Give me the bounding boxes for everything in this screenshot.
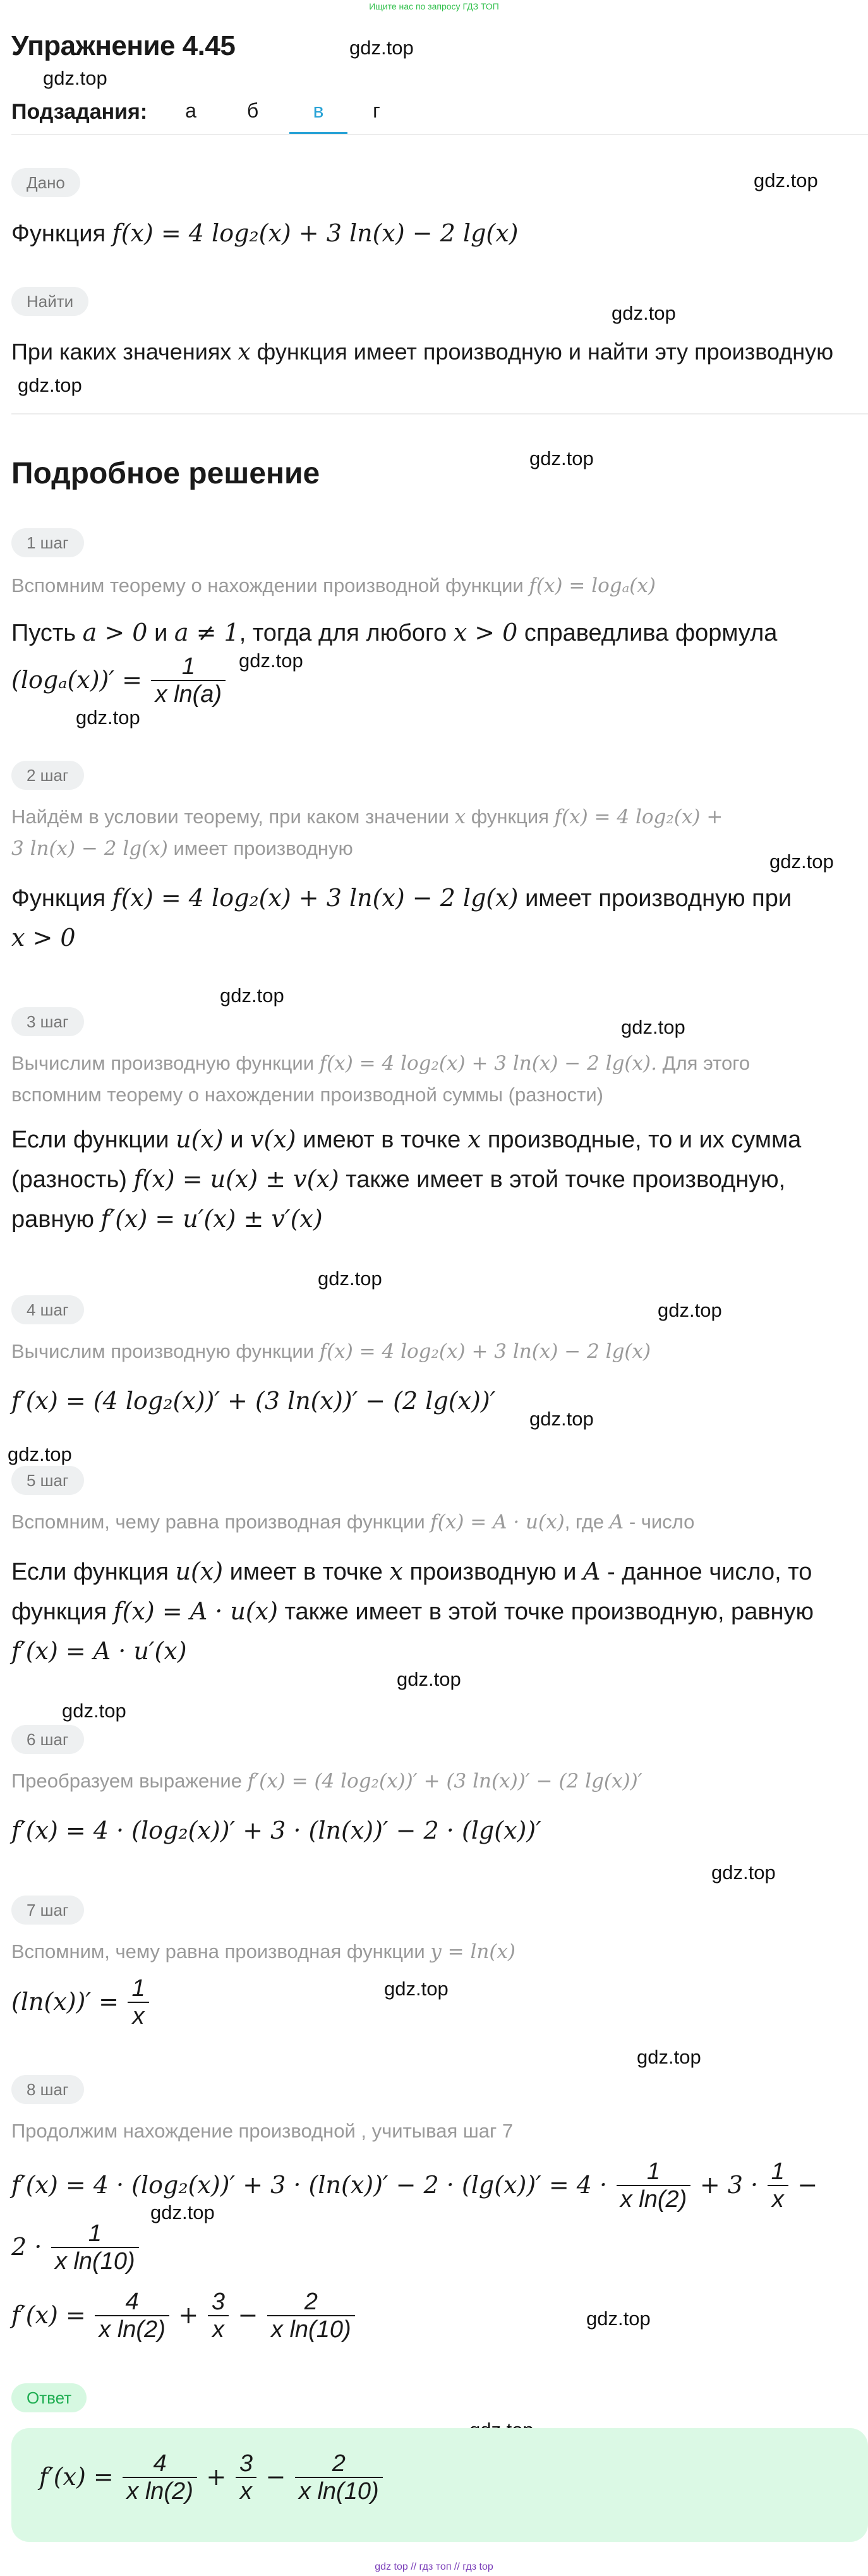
step-hint: Вспомним, чему равна производная функции y = ln(x) <box>11 1940 516 1963</box>
tab-b[interactable]: б <box>246 99 259 122</box>
step-formula: f′(x) = 4 · (log₂(x))′ + 3 · (ln(x))′ − 2 · (lg(x))′ <box>11 1817 541 1844</box>
divider <box>11 413 868 414</box>
step-badge: 8 шаг <box>11 2075 84 2104</box>
watermark: gdz.top <box>349 37 414 59</box>
step-formula: f′(x) = $\frac{4}{\text{x ln(2)}}$ + $\frac{3}{x}$ − $\frac{2}{\text{x ln(10)}}$ <box>11 2290 868 2344</box>
watermark: gdz.top <box>754 169 818 191</box>
find-text: При каких значениях x функция имеет производную и найти эту производную <box>11 339 834 365</box>
watermark: gdz.top <box>529 447 594 469</box>
step-formula: (logₐ(x))′ = $\frac{1}{\text{x ln(a)}}$ <box>11 655 868 709</box>
watermark: gdz.top <box>220 984 284 1007</box>
watermark: gdz.top <box>637 2046 701 2068</box>
watermark: gdz.top <box>769 850 834 873</box>
watermark: gdz.top <box>658 1299 722 1321</box>
watermark: gdz.top <box>529 1408 594 1430</box>
watermark: gdz.top <box>76 706 140 729</box>
watermark: gdz.top <box>397 1668 461 1690</box>
given-badge: Дано <box>11 168 80 197</box>
watermark: gdz.top <box>18 374 82 396</box>
step-hint: Вспомним, чему равна производная функции f(x) = A · u(x), где A - число <box>11 1511 695 1533</box>
tab-a[interactable]: а <box>185 99 196 122</box>
subtasks-label: Подзадания: <box>11 100 148 124</box>
step-badge: 5 шаг <box>11 1466 84 1495</box>
watermark: gdz.top <box>150 2201 215 2223</box>
step-body: Пусть a > 0 и a ≠ 1, тогда для любого x > 0 справедлива формула <box>11 619 778 646</box>
top-search-note: Ищите нас по запросу ГДЗ ТОП <box>369 1 499 11</box>
step-body: Функция f(x) = 4 log₂(x) + 3 ln(x) − 2 lg(x) имеет производную при x > 0 <box>11 884 792 952</box>
footer: gdz top // гдз топ // гдз top <box>375 2561 493 2572</box>
step-hint: Вычислим производную функции f(x) = 4 log₂(x) + 3 ln(x) − 2 lg(x) <box>11 1340 651 1363</box>
step-hint: Продолжим нахождение производной , учитывая шаг 7 <box>11 2120 514 2142</box>
answer-badge: Ответ <box>11 2383 87 2412</box>
watermark: gdz.top <box>8 1443 72 1465</box>
step-formula: f′(x) = 4 · (log₂(x))′ + 3 · (ln(x))′ − 2 · (lg(x))′ = 4 · $\frac{1}{\text{x ln(2)}}$ + 3 · $\frac{1}{x}$ − <box>11 2158 818 2213</box>
step-badge: 3 шаг <box>11 1007 84 1036</box>
step-hint: Найдём в условии теорему, при каком значении x функция f(x) = 4 log₂(x) + 3 ln(x) − 2 lg(x) имеет производную <box>11 806 723 860</box>
step-hint: Преобразуем выражение f′(x) = (4 log₂(x))′ + (3 ln(x))′ − (2 lg(x))′ <box>11 1770 642 1793</box>
step-hint: Вспомним теорему о нахождении производной функции f(x) = logₐ(x) <box>11 574 656 597</box>
step-body: Если функция u(x) имеет в точке x производную и A - данное число, то функция f(x) = A · u(x) также имеет в этой точке производную, равную f′(x) = A · u′(x) <box>11 1557 814 1665</box>
watermark: gdz.top <box>384 1978 449 2000</box>
watermark: gdz.top <box>621 1016 685 1038</box>
step-badge: 1 шаг <box>11 528 84 557</box>
step-badge: 6 шаг <box>11 1725 84 1754</box>
find-badge: Найти <box>11 287 88 316</box>
step-badge: 2 шаг <box>11 761 84 790</box>
given-text: Функция f(x) = 4 log₂(x) + 3 ln(x) − 2 lg(x) <box>11 219 519 247</box>
given-function: f(x) = 4 log₂(x) + 3 ln(x) − 2 lg(x) <box>112 219 519 247</box>
watermark: gdz.top <box>612 302 676 324</box>
tab-v[interactable]: в <box>289 95 347 135</box>
watermark: gdz.top <box>62 1700 126 1722</box>
step-formula: 2 · $\frac{1}{\text{x ln(10)}}$ <box>11 2222 868 2276</box>
answer-formula: f′(x) = $\frac{4}{\text{x ln(2)}}$ + $\frac{3}{x}$ − $\frac{2}{\text{x ln(10)}}$ <box>39 2452 868 2506</box>
watermark: gdz.top <box>586 2307 651 2330</box>
divider <box>11 134 868 135</box>
step-badge: 7 шаг <box>11 1896 84 1925</box>
watermark: gdz.top <box>239 650 303 672</box>
watermark: gdz.top <box>318 1267 382 1290</box>
solution-title: Подробное решение <box>11 457 320 490</box>
step-body: Если функции u(x) и v(x) имеют в точке x производные, то и их сумма (разность) f(x) = u(x) ± v(x) также имеет в этой точке производную, равную f′(x) = u′(x) ± v′(x) <box>11 1125 802 1233</box>
tab-g[interactable]: г <box>373 99 380 122</box>
step-hint: Вычислим производную функции f(x) = 4 log₂(x) + 3 ln(x) − 2 lg(x). Для этого вспомним теорему о нахождении производной суммы (разности) <box>11 1052 750 1106</box>
watermark: gdz.top <box>43 67 107 89</box>
page-title: Упражнение 4.45 <box>11 30 236 61</box>
step-badge: 4 шаг <box>11 1295 84 1324</box>
watermark: gdz.top <box>711 1861 776 1884</box>
step-formula: f′(x) = (4 log₂(x))′ + (3 ln(x))′ − (2 lg(x))′ <box>11 1387 496 1415</box>
step-formula: (ln(x))′ = $\frac{1}{x}$ <box>11 1976 868 2031</box>
